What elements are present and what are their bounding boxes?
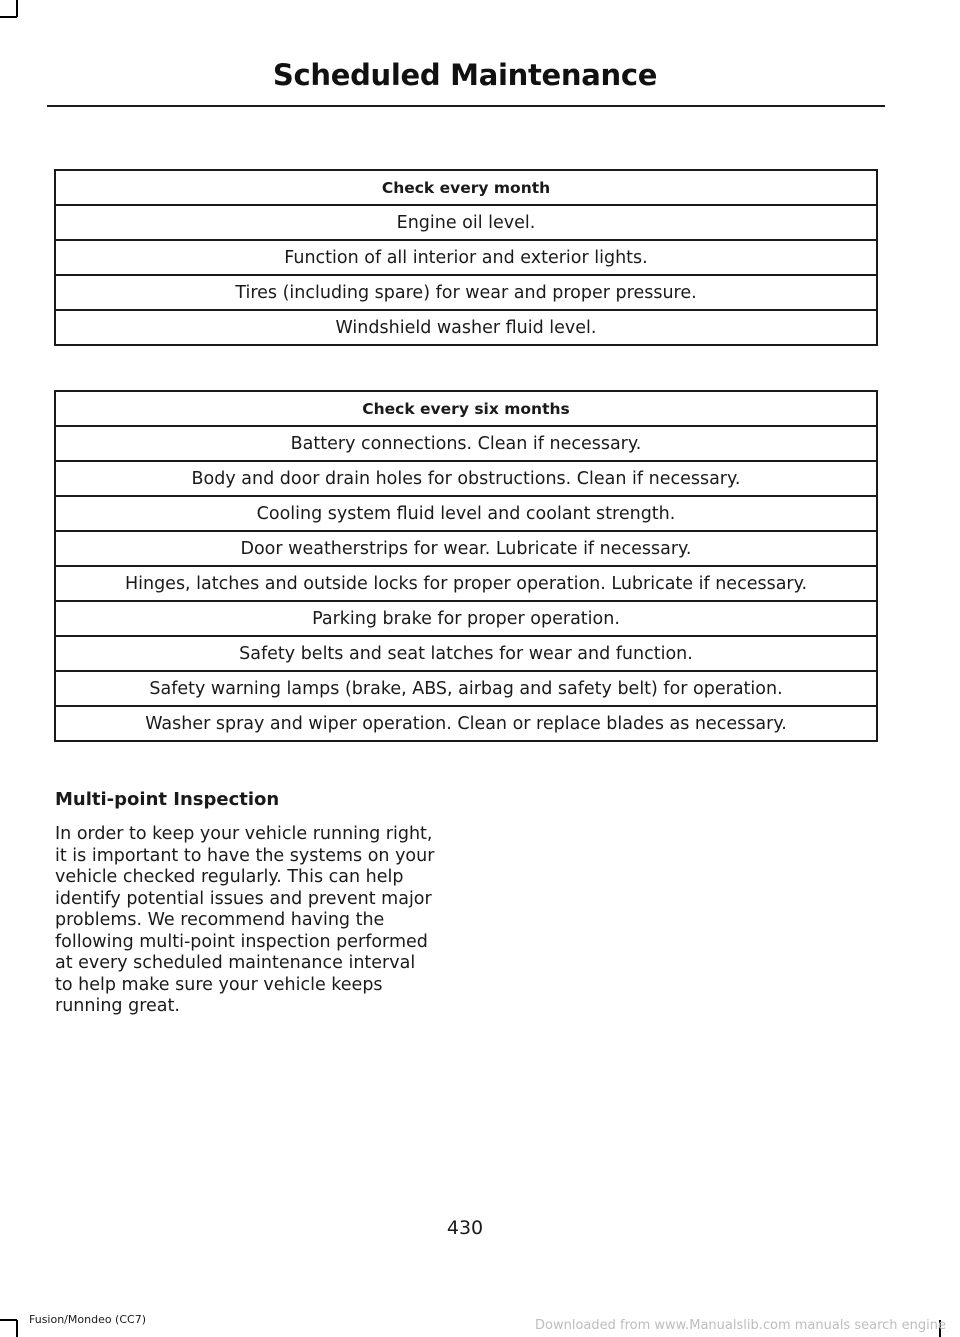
table-row: [55, 566, 877, 601]
table-row: [55, 461, 877, 496]
table-row: [55, 671, 877, 706]
table-cell: Parking brake for proper operation.: [55, 601, 877, 636]
table-heading: Check every six months: [55, 391, 877, 426]
table-cell: Hinges, latches and outside locks for proper operation. Lubricate if necessary.: [55, 566, 877, 601]
table-row: [55, 496, 877, 531]
table-cell: Function of all interior and exterior lights.: [55, 240, 877, 275]
body-line: it is important to have the systems on your: [55, 845, 435, 866]
table-cell: Windshield washer fluid level.: [55, 310, 877, 345]
table-cell: Tires (including spare) for wear and proper pressure.: [55, 275, 877, 310]
table-header-row: [55, 170, 877, 205]
table-cell: Engine oil level.: [55, 205, 877, 240]
table-row: [55, 240, 877, 275]
table-cell: Safety warning lamps (brake, ABS, airbag and safety belt) for operation.: [55, 671, 877, 706]
body-line: at every scheduled maintenance interval: [55, 953, 416, 973]
table-row: [55, 601, 877, 636]
table-cell: Washer spray and wiper operation. Clean or replace blades as necessary.: [55, 706, 877, 741]
table-cell: Door weatherstrips for wear. Lubricate if necessary.: [55, 531, 877, 566]
monthly-check-table: [54, 169, 878, 346]
body-line: running great.: [55, 996, 180, 1016]
page-title: Scheduled Maintenance: [272, 58, 658, 92]
body-line: problems. We recommend having the: [55, 910, 385, 930]
section-body: [55, 824, 450, 1018]
table-heading: Check every month: [55, 170, 877, 205]
table-row: [55, 275, 877, 310]
watermark: Downloaded from www.Manualslib.com manuals search engine: [535, 1318, 946, 1333]
section-heading: Multi-point Inspection: [55, 789, 280, 810]
table-row: [55, 426, 877, 461]
body-line: vehicle checked regularly. This can help: [55, 867, 404, 887]
table-row: [55, 205, 877, 240]
footer-model: Fusion/Mondeo (CC7): [29, 1313, 147, 1326]
title-divider: [47, 105, 885, 107]
page-number: 430: [446, 1217, 484, 1239]
six-month-check-table: [54, 390, 878, 742]
body-line: following multi-point inspection performed: [55, 931, 428, 952]
table-row: [55, 310, 877, 345]
crop-mark: [16, 1320, 18, 1337]
crop-mark: [0, 1319, 17, 1321]
table-cell: Cooling system fluid level and coolant strength.: [55, 496, 877, 531]
table-cell: Safety belts and seat latches for wear and function.: [55, 636, 877, 671]
crop-mark: [0, 16, 17, 18]
table-row: [55, 706, 877, 741]
table-header-row: [55, 391, 877, 426]
table-row: [55, 636, 877, 671]
body-line: In order to keep your vehicle running right,: [55, 824, 433, 844]
table-cell: Battery connections. Clean if necessary.: [55, 426, 877, 461]
table-cell: Body and door drain holes for obstructions. Clean if necessary.: [55, 461, 877, 496]
crop-mark: [16, 0, 18, 17]
body-line: identify potential issues and prevent major: [55, 888, 432, 909]
table-row: [55, 531, 877, 566]
body-line: to help make sure your vehicle keeps: [55, 974, 383, 995]
